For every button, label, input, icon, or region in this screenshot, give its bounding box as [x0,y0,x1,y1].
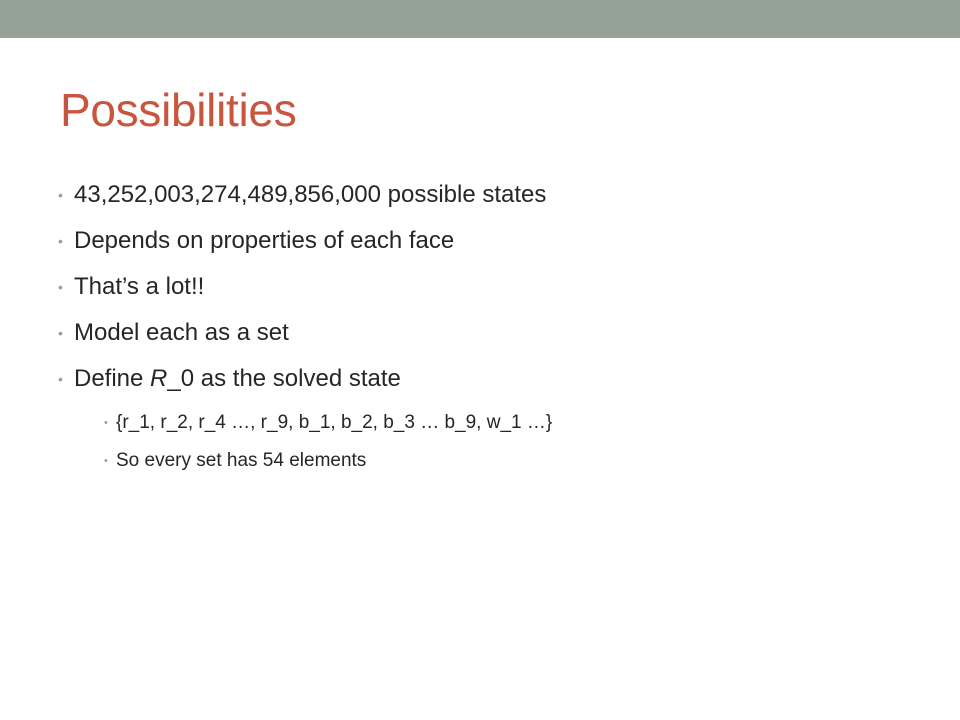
bullet-text-suffix: _0 as the solved state [167,365,401,392]
bullet-dot-icon: • [58,187,63,203]
sub-bullet-dot-icon: • [104,417,108,429]
bullet-item [58,310,918,356]
bullet-list [58,172,918,402]
sub-bullet-text: So every set has 54 elements [116,450,367,471]
sub-bullet-dot-icon: • [104,455,108,467]
bullet-dot-icon: • [58,371,63,387]
bullet-text: Depends on properties of each face [74,227,455,254]
sub-bullet-list [58,402,918,480]
bullet-text-prefix: Define [74,365,151,392]
sub-bullet-text: {r_1, r_2, r_4 …, r_9, b_1, b_2, b_3 … b_9, w_1 …} [116,412,553,433]
bullet-item [58,264,918,310]
sub-bullet-item [58,404,918,442]
bullet-dot-icon: • [58,325,63,341]
bullet-item [58,172,918,218]
bullet-text: 43,252,003,274,489,856,000 possible states [74,181,547,208]
bullet-dot-icon: • [58,279,63,295]
bullet-item-define [58,356,918,402]
bullet-item [58,218,918,264]
bullet-dot-icon: • [58,233,63,249]
slide-title: Possibilities [60,84,297,136]
bullet-text: That’s a lot!! [74,273,205,300]
bullet-text: Model each as a set [74,319,289,346]
top-accent-band [0,0,960,38]
bullet-text-variable: R [150,365,168,392]
sub-bullet-item [58,442,918,480]
